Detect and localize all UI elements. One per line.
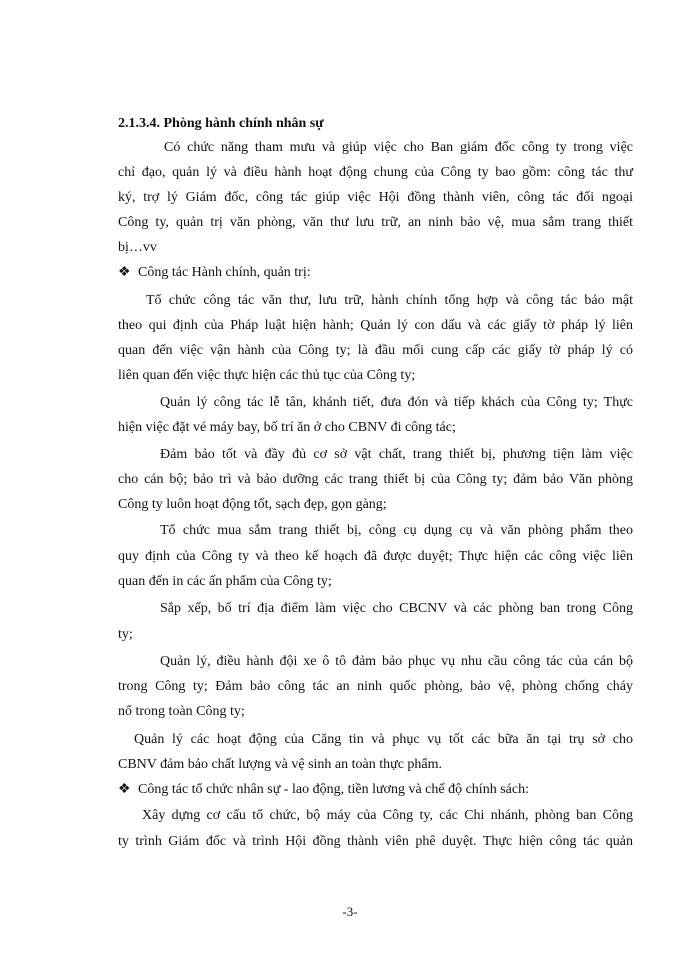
paragraph-line: Quản lý công tác lễ tân, khánh tiết, đưa đón và tiếp khách của Công ty; Thực [160,395,633,410]
diamond-bullet-icon: ❖ [118,782,131,797]
paragraph-line: quan đến in các ấn phẩm của Công ty; [118,574,332,589]
paragraph-line: Đảm bảo tốt và đầy đủ cơ sở vật chất, trang thiết bị, phương tiện làm việc [160,447,633,462]
paragraph-line: liên quan đến việc thực hiện các thủ tục của Công ty; [118,368,416,383]
subsection-title: Công tác tổ chức nhân sự - lao động, tiền lương và chế độ chính sách: [138,782,529,797]
paragraph-line: ty trình Giám đốc và trình Hội đồng thành viên phê duyệt. Thực hiện công tác quản [118,834,633,849]
paragraph-line: cho cán bộ; bảo trì và bảo dưỡng các trang thiết bị của Công ty; đảm bảo Văn phòng [118,472,633,487]
paragraph-line: Quản lý, điều hành đội xe ô tô đảm bảo phục vụ nhu cầu công tác của cán bộ [160,654,633,669]
intro-line: ký, trợ lý Giám đốc, công tác giúp việc Hội đồng thành viên, công tác đối ngoại [118,190,633,205]
paragraph-line: Quản lý các hoạt động của Căng tin và phục vụ tốt các bữa ăn tại trụ sở cho [134,732,633,747]
intro-line: Công ty, quản trị văn phòng, văn thư lưu trữ, an ninh bảo vệ, mua sắm trang thiết [118,215,633,230]
page-number: -3- [342,904,358,919]
intro-line: chỉ đạo, quản lý và điều hành hoạt động chung của Công ty bao gồm: công tác thư [118,165,633,180]
section-heading: 2.1.3.4. Phòng hành chính nhân sự [118,116,324,131]
paragraph-line: quan đến việc vận hành của Công ty; là đầu mối cung cấp các giấy tờ pháp lý có [118,343,633,358]
paragraph-line: Tổ chức công tác văn thư, lưu trữ, hành chính tổng hợp và công tác bảo mật [146,293,633,308]
paragraph-line: Xây dựng cơ cấu tổ chức, bộ máy của Công ty, các Chi nhánh, phòng ban Công [142,808,633,823]
paragraph-line: theo qui định của Pháp luật hiện hành; Quản lý con dấu và các giấy tờ pháp lý liên [118,318,633,333]
paragraph-line: nổ trong toàn Công ty; [118,704,245,719]
subsection-title: Công tác Hành chính, quản trị: [138,265,311,280]
paragraph-line: hiện việc đặt vé máy bay, bố trí ăn ở cho CBNV đi công tác; [118,420,456,435]
paragraph-line: ty; [118,627,133,642]
paragraph-line: quy định của Công ty và theo kế hoạch đã được duyệt; Thực hiện các công việc liên [118,549,633,564]
intro-line: Có chức năng tham mưu và giúp việc cho Ban giám đốc công ty trong việc [164,140,633,155]
intro-line: bị…vv [118,240,157,255]
paragraph-line: Công ty luôn hoạt động tốt, sạch đẹp, gọn gàng; [118,497,387,512]
paragraph-line: Tổ chức mua sắm trang thiết bị, công cụ dụng cụ và văn phòng phẩm theo [160,523,633,538]
paragraph-line: Sắp xếp, bố trí địa điểm làm việc cho CBCNV và các phòng ban trong Công [160,601,633,616]
diamond-bullet-icon: ❖ [118,265,131,280]
paragraph-line: CBNV đảm bảo chất lượng và vệ sinh an toàn thực phẩm. [118,757,443,772]
paragraph-line: trong Công ty; Đảm bảo công tác an ninh quốc phòng, bảo vệ, phòng chống cháy [118,679,633,694]
